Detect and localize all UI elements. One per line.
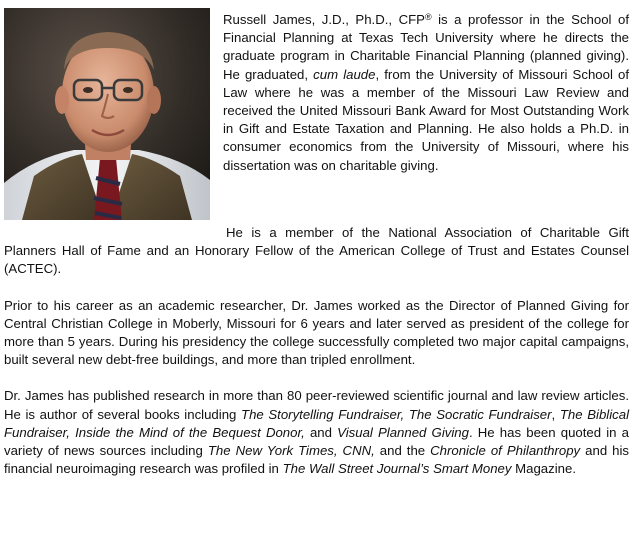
intro-run-2: is a professor in the School of Financial Planning at Texas Tech University where he directs the graduate program in Charitable Financial Planning (planned giving). He graduated, (223, 12, 629, 82)
paragraph4-run-0: Dr. James has published research in more than 80 peer-reviewed scientific journal and law review articles. He is author of several books including (4, 388, 629, 422)
paragraph4-run-7: The New York Times, CNN, (207, 443, 375, 459)
portrait-illustration (4, 8, 210, 220)
paragraph4-run-4: and (304, 424, 338, 440)
bio-paragraph-honors (4, 224, 629, 279)
bio-paragraph-career: Prior to his career as an academic researcher, Dr. James worked as the Director of Planned Giving for Central Christian College in Moberly, Missouri for 6 years and later served as president of the college for more than 5 years. During his presidency the college successfully completed two major capital campaigns, built several new debt-free buildings, and more than tripled enrollment. (4, 297, 629, 368)
paragraph4-run-10: and his financial neuroimaging research was profiled in (4, 443, 630, 477)
paragraph4-run-2: , (551, 406, 560, 422)
paragraph4-run-1: The Storytelling Fundraiser, The Socratic Fundraiser (241, 406, 552, 422)
paragraph4-run-5: Visual Planned Giving (337, 424, 469, 440)
intro-run-4: , from the University of Missouri School of Law where he was a member of the Missouri Law Review and received the United Missouri Bank Award for Most Outstanding Work in Gift and Estate Taxation and Planning. He also holds a Ph.D. in consumer economics from the University of Missouri, where his dissertation was on charitable giving. (223, 66, 629, 173)
honors-text: He is a member of the National Association of Charitable Gift Planners Hall of Fame and an Honorary Fellow of the American College of Trust and Estates Counsel (ACTEC). (4, 225, 629, 277)
portrait-photo (4, 8, 210, 220)
intro-run-1: ® (424, 12, 432, 22)
paragraph4-run-8: and the (374, 443, 431, 459)
paragraph4-run-3: The Biblical Fundraiser, Inside the Mind of the Bequest Donor, (4, 406, 630, 440)
paragraph4-run-9: Chronicle of Philanthropy (430, 443, 581, 459)
bio-page (4, 8, 629, 478)
paragraph4-run-11: The Wall Street Journal’s Smart Money (282, 461, 512, 477)
paragraph4-run-6: . He has been quoted in a variety of news sources including (4, 424, 629, 459)
intro-run-0: Russell James, J.D., Ph.D., CFP (223, 12, 425, 27)
intro-run-3: cum laude (313, 66, 376, 82)
paragraph4-run-12: Magazine. (511, 461, 576, 477)
bio-paragraph-publications (4, 387, 629, 478)
